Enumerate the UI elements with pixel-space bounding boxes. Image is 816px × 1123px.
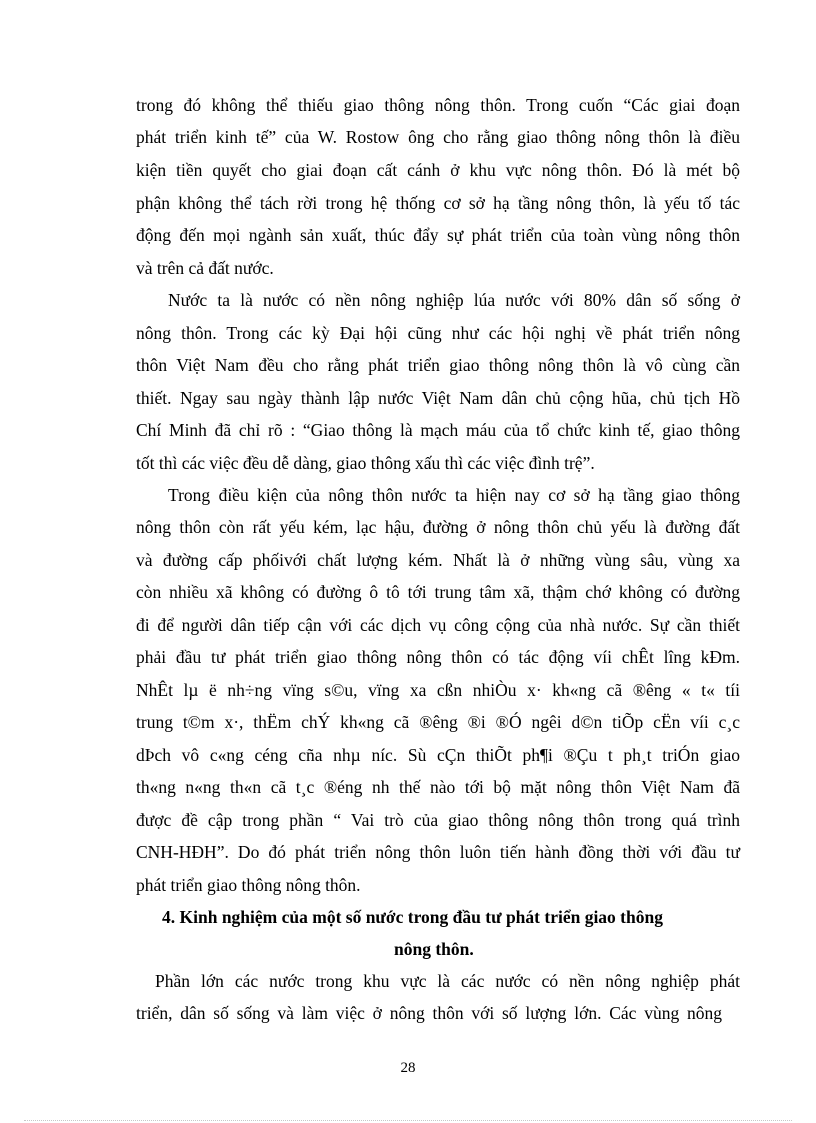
text-line: phận không thể tách rời trong hệ thống cơ sở hạ tầng nông thôn, là yếu tố tác <box>136 193 740 213</box>
text-line: thiết. Ngay sau ngày thành lập nước Việt Nam dân chủ cộng hũa, chủ tịch Hồ <box>136 388 740 408</box>
page-number: 28 <box>400 1060 416 1076</box>
text-line: NhÊt lµ ë nh÷ng vïng s©u, vïng xa cßn nhiÒu x· kh«ng cã ®êng « t« tíi <box>136 680 740 700</box>
text-line: thôn Việt Nam đều cho rằng phát triển giao thông nông thôn là vô cùng cần <box>136 355 740 375</box>
text-line: và trên cả đất nước. <box>136 258 274 278</box>
text-line: Trong điều kiện của nông thôn nước ta hiện nay cơ sở hạ tầng giao thông <box>168 485 740 505</box>
text-line: động đến mọi ngành sản xuất, thúc đẩy sự phát triển của toàn vùng nông thôn <box>136 225 740 245</box>
text-line: còn nhiều xã không có đường ô tô tới trung tâm xã, thậm chớ không có đường <box>136 582 740 602</box>
text-line: CNH-HĐH”. Do đó phát triển nông thôn luôn tiến hành đồng thời với đầu tư <box>136 842 740 862</box>
text-line: phải đầu tư phát triển giao thông nông thôn có tác động víi chÊt lîng kÐm. <box>136 647 740 667</box>
text-line: Phần lớn các nước trong khu vực là các nước có nền nông nghiệp phát <box>155 971 740 991</box>
page-bottom-divider <box>24 1120 792 1121</box>
text-line: và đường cấp phốivới chất lượng kém. Nhất là ở những vùng sâu, vùng xa <box>136 550 740 570</box>
text-line: nông thôn còn rất yếu kém, lạc hậu, đường ở nông thôn chủ yếu là đường đất <box>136 517 740 537</box>
text-line: được đề cập trong phần “ Vai trò của giao thông nông thôn trong quá trình <box>136 810 740 830</box>
text-line: phát triển kinh tế” của W. Rostow ông cho rằng giao thông nông thôn là điều <box>136 127 740 147</box>
text-line: phát triển giao thông nông thôn. <box>136 875 361 895</box>
section-heading-continuation: nông thôn. <box>394 939 474 959</box>
text-line: đi để người dân tiếp cận với các dịch vụ công cộng của nhà nước. Sự cần thiết <box>136 615 740 635</box>
text-line: Chí Minh đã chỉ rõ : “Giao thông là mạch máu của tổ chức kinh tế, giao thông <box>136 420 740 440</box>
text-line: trung t©m x·, thËm chÝ kh«ng cã ®êng ®i ®Ó ngêi d©n tiÕp cËn víi c¸c <box>136 712 740 732</box>
text-line: trong đó không thể thiếu giao thông nông thôn. Trong cuốn “Các giai đoạn <box>136 95 740 115</box>
text-line: tốt thì các việc đều dễ dàng, giao thông xấu thì các việc đình trệ”. <box>136 453 595 473</box>
text-line: kiện tiền quyết cho giai đoạn cất cánh ở khu vực nông thôn. Đó là mét bộ <box>136 160 740 180</box>
text-line: th«ng n«ng th«n cã t¸c ®éng nh thế nào tới bộ mặt nông thôn Việt Nam đã <box>136 777 740 797</box>
text-line: Nước ta là nước có nền nông nghiệp lúa nước với 80% dân số sống ở <box>168 290 740 310</box>
text-line: nông thôn. Trong các kỳ Đại hội cũng như các hội nghị về phát triển nông <box>136 323 740 343</box>
text-line: dÞch vô c«ng céng cña nhµ níc. Sù cÇn thiÕt ph¶i ®Çu t ph¸t triÓn giao <box>136 745 740 765</box>
section-heading: 4. Kinh nghiệm của một số nước trong đầu tư phát triển giao thông <box>162 907 663 927</box>
text-line: triển, dân số sống và làm việc ở nông thôn với số lượng lớn. Các vùng nông <box>136 1003 722 1023</box>
